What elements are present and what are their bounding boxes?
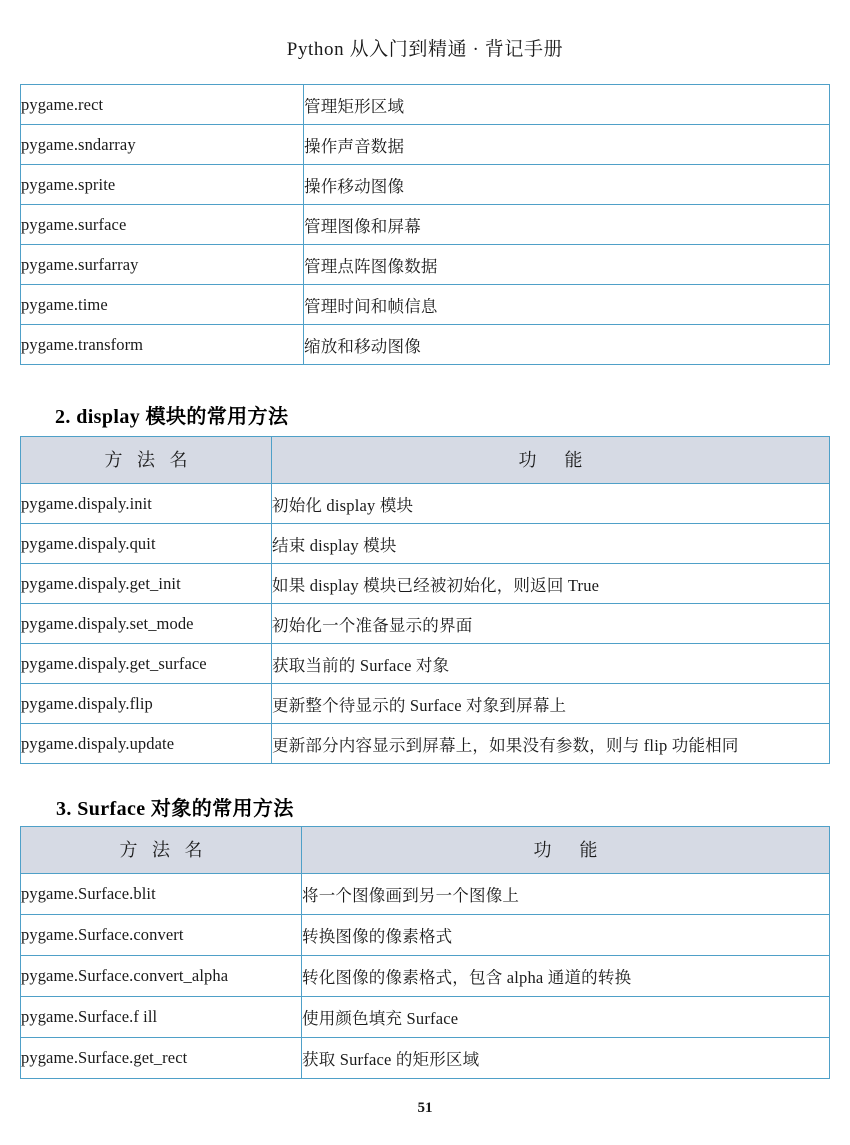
column-header-method (21, 827, 302, 874)
surface-methods-table-head (21, 827, 830, 874)
table-row (21, 205, 830, 245)
table-row (21, 1038, 830, 1079)
page-number: 51 (417, 1100, 433, 1116)
cell-function-description: 管理点阵图像数据 (304, 245, 830, 285)
cell-function-description: 操作声音数据 (304, 125, 830, 165)
cell-method-name: pygame.Surface.f ill (21, 997, 302, 1038)
table-row (21, 85, 830, 125)
cell-method-name: pygame.dispaly.flip (21, 684, 272, 724)
table-row (21, 325, 830, 365)
table-row (21, 125, 830, 165)
cell-function-description: 缩放和移动图像 (304, 325, 830, 365)
table-row (21, 564, 830, 604)
column-header-function-label: 功 能 (518, 450, 588, 470)
table-row (21, 524, 830, 564)
cell-method-name: pygame.Surface.convert_alpha (21, 956, 302, 997)
column-header-function (302, 827, 830, 874)
cell-function-description: 初始化一个准备显示的界面 (272, 604, 830, 644)
table-row (21, 997, 830, 1038)
table-row (21, 484, 830, 524)
cell-function-description: 使用颜色填充 Surface (302, 997, 830, 1038)
table-row (21, 724, 830, 764)
table-row (21, 684, 830, 724)
table-row (21, 644, 830, 684)
table-row (21, 874, 830, 915)
cell-method-name: pygame.Surface.blit (21, 874, 302, 915)
cell-function-description: 管理图像和屏幕 (304, 205, 830, 245)
table-row (21, 245, 830, 285)
cell-function-description: 将一个图像画到另一个图像上 (302, 874, 830, 915)
running-header: Python 从入门到精通 · 背记手册 (286, 39, 564, 60)
cell-function-description: 管理矩形区域 (304, 85, 830, 125)
column-header-function (272, 437, 830, 484)
cell-method-name: pygame.Surface.get_rect (21, 1038, 302, 1079)
display-methods-table-body (21, 484, 830, 764)
table-row (21, 956, 830, 997)
cell-method-name: pygame.dispaly.set_mode (21, 604, 272, 644)
cell-method-name: pygame.dispaly.get_surface (21, 644, 272, 684)
cell-method-name: pygame.dispaly.get_init (21, 564, 272, 604)
cell-method-name: pygame.surface (21, 205, 304, 245)
table-row (21, 285, 830, 325)
column-header-method-label: 方 法 名 (119, 840, 208, 860)
cell-method-name: pygame.dispaly.init (21, 484, 272, 524)
cell-method-name: pygame.transform (21, 325, 304, 365)
cell-function-description: 如果 display 模块已经被初始化，则返回 True (272, 564, 830, 604)
cell-function-description: 转换图像的像素格式 (302, 915, 830, 956)
cell-function-description: 管理时间和帧信息 (304, 285, 830, 325)
column-header-function-label: 功 能 (533, 840, 603, 860)
cell-function-description: 更新部分内容显示到屏幕上，如果没有参数，则与 flip 功能相同 (272, 724, 830, 764)
cell-method-name: pygame.time (21, 285, 304, 325)
cell-method-name: pygame.rect (21, 85, 304, 125)
cell-function-description: 结束 display 模块 (272, 524, 830, 564)
table-header-row (21, 437, 830, 484)
display-methods-table-head (21, 437, 830, 484)
cell-method-name: pygame.dispaly.update (21, 724, 272, 764)
table-row (21, 165, 830, 205)
table-row (21, 915, 830, 956)
cell-function-description: 初始化 display 模块 (272, 484, 830, 524)
cell-method-name: pygame.dispaly.quit (21, 524, 272, 564)
pygame-module-table (20, 84, 830, 365)
cell-method-name: pygame.Surface.convert (21, 915, 302, 956)
cell-function-description: 更新整个待显示的 Surface 对象到屏幕上 (272, 684, 830, 724)
cell-function-description: 获取 Surface 的矩形区域 (302, 1038, 830, 1079)
cell-function-description: 获取当前的 Surface 对象 (272, 644, 830, 684)
cell-method-name: pygame.surfarray (21, 245, 304, 285)
cell-method-name: pygame.sndarray (21, 125, 304, 165)
section-heading-display: 2. display 模块的常用方法 (55, 406, 289, 428)
cell-method-name: pygame.sprite (21, 165, 304, 205)
column-header-method-label: 方 法 名 (104, 450, 193, 470)
column-header-method (21, 437, 272, 484)
display-methods-table (20, 436, 830, 764)
table-row (21, 604, 830, 644)
surface-methods-table (20, 826, 830, 1079)
cell-function-description: 操作移动图像 (304, 165, 830, 205)
cell-function-description: 转化图像的像素格式，包含 alpha 通道的转换 (302, 956, 830, 997)
surface-methods-table-body (21, 874, 830, 1079)
pygame-module-table-body (21, 85, 830, 365)
table-header-row (21, 827, 830, 874)
section-heading-surface: 3. Surface 对象的常用方法 (56, 798, 294, 820)
